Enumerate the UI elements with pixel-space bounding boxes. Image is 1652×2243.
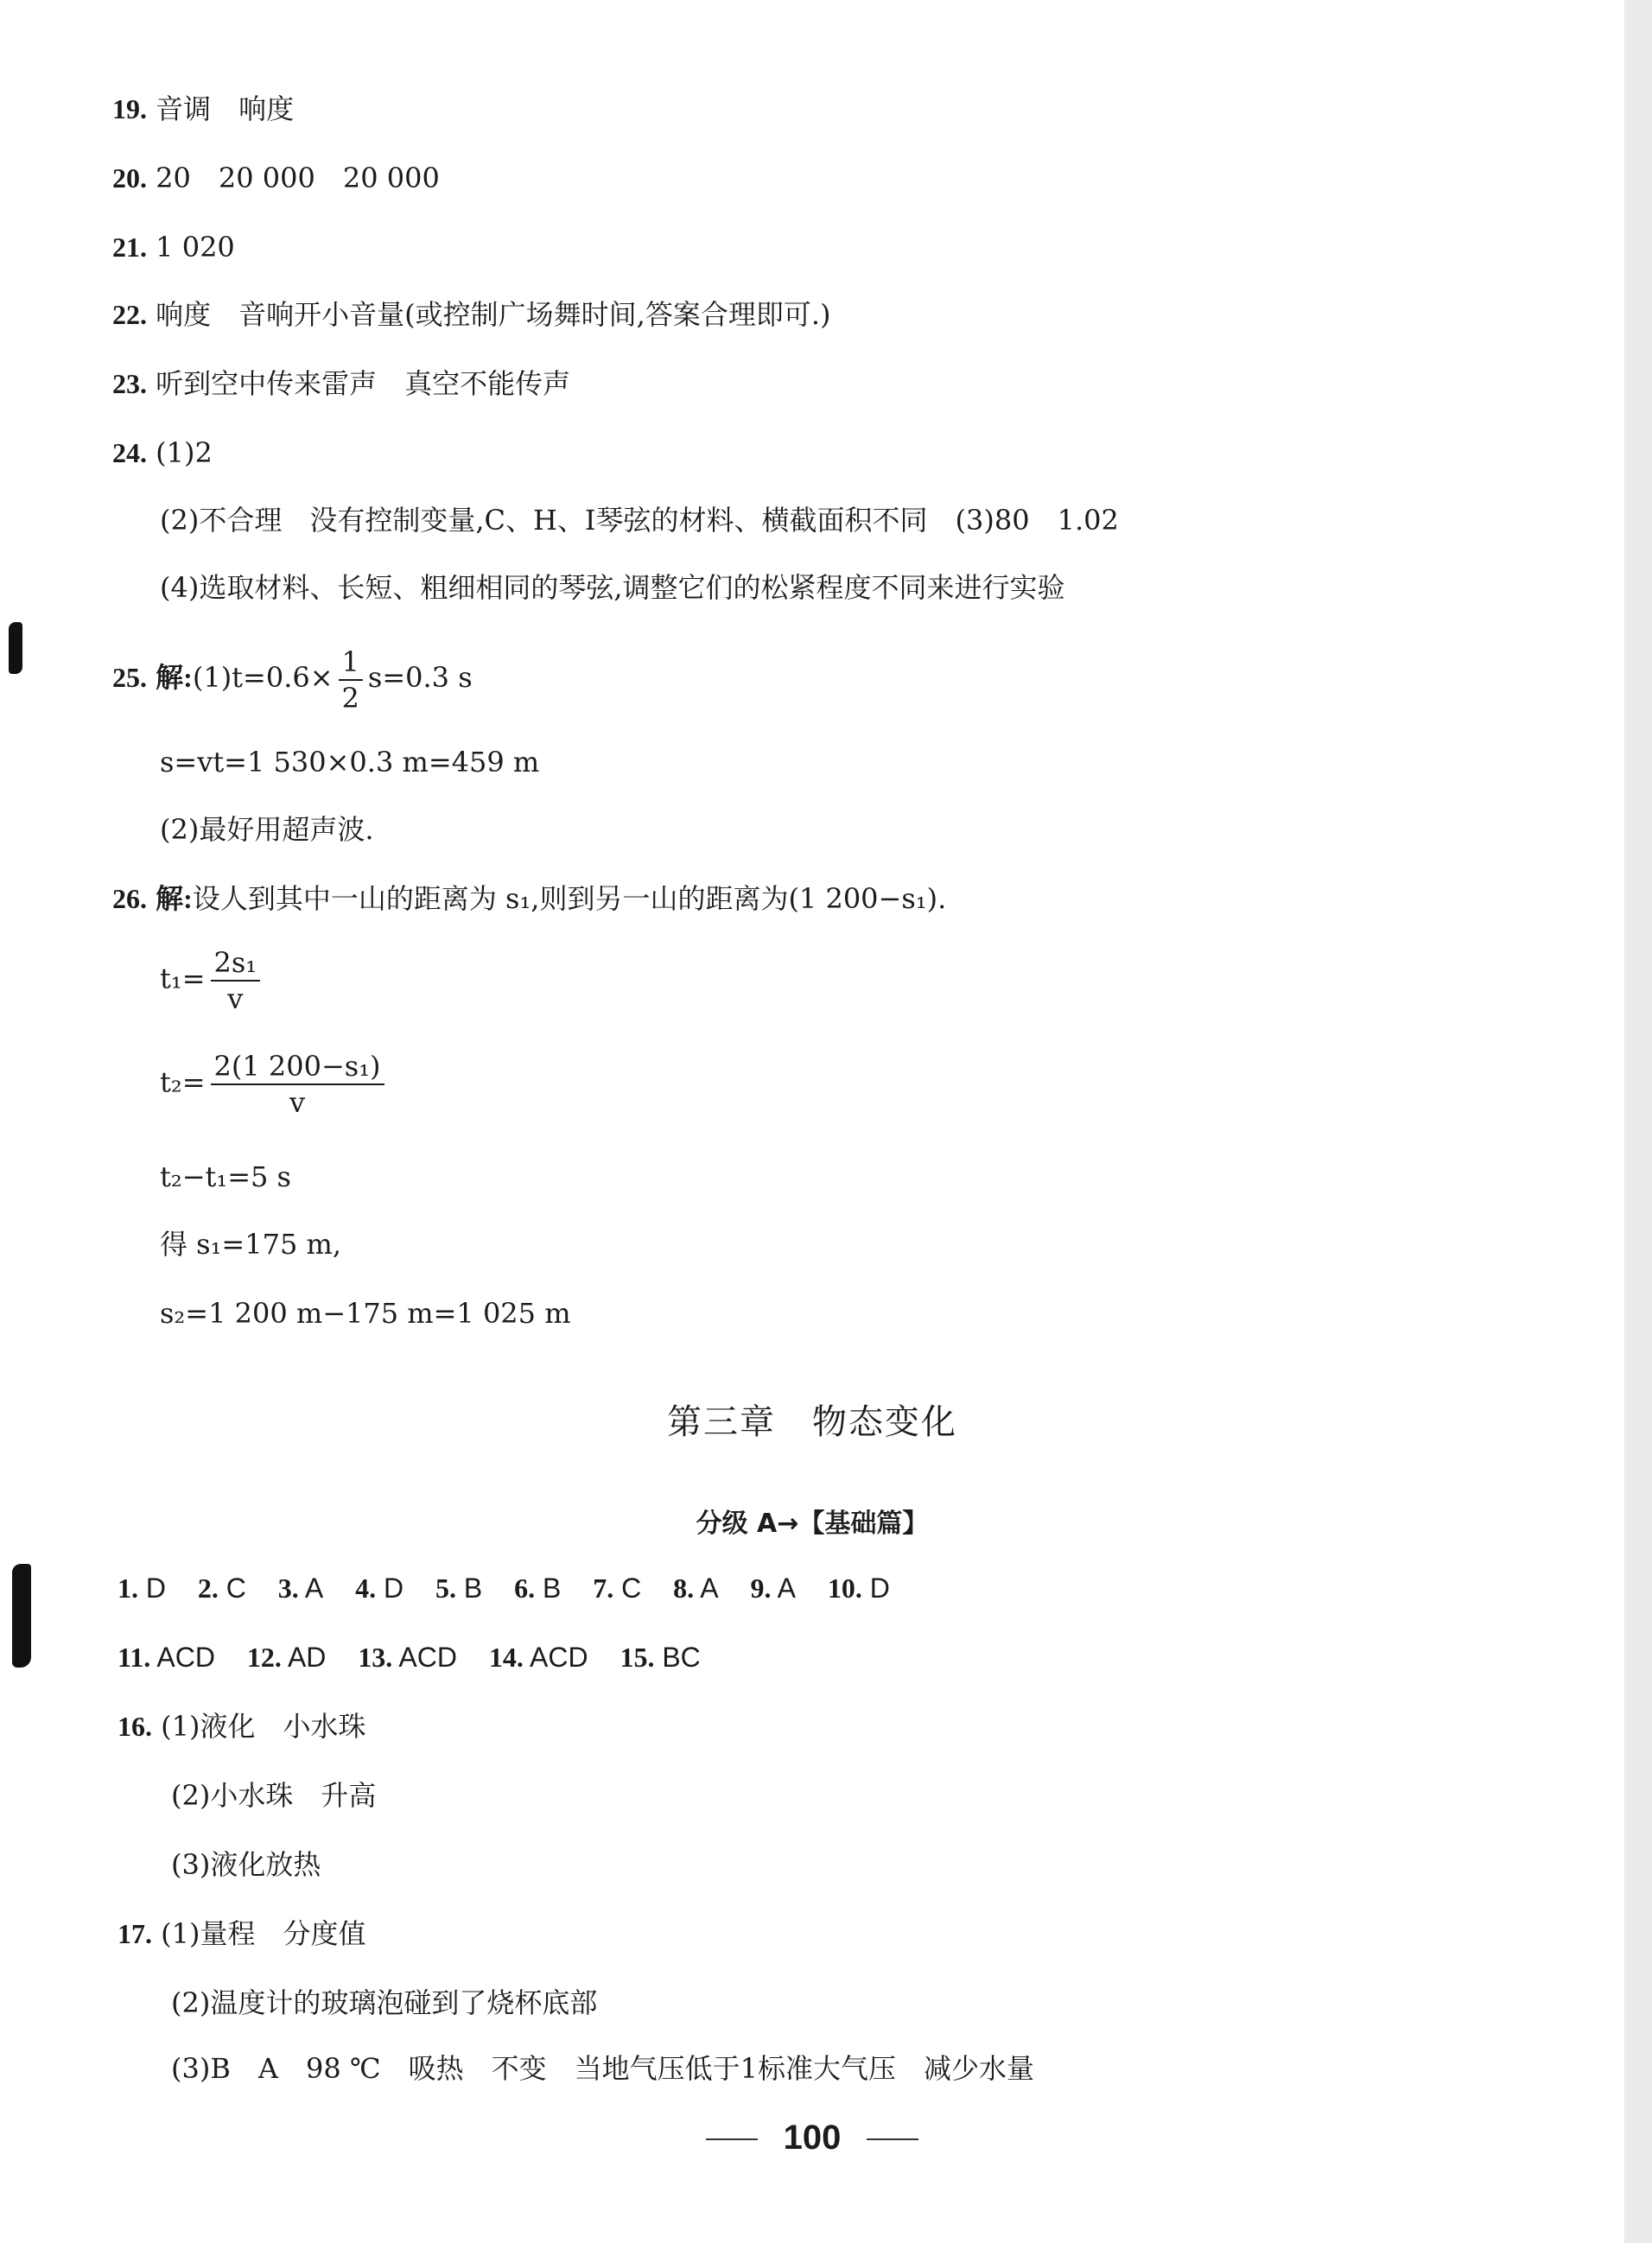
answer-16-part2: (2)小水珠 升高 [171,1779,377,1812]
divider [706,2138,758,2140]
answer-19: 19. 音调 响度 [112,92,295,125]
answer-20: 20. 20 20 000 20 000 [112,162,440,194]
answer-17-part3: (3)B A 98 ℃ 吸热 不变 当地气压低于1标准大气压 减少水量 [171,2052,1035,2085]
answer-26-diff: t₂−t₁=5 s [160,1160,291,1193]
scan-mark [12,1564,31,1668]
answer-25-part2: (2)最好用超声波. [160,813,374,846]
answer-26: 26. 解:设人到其中一山的距离为 s₁,则到另一山的距离为(1 200−s₁). [112,882,947,915]
choice-answers-row2: 11. ACD 12. AD 13. ACD 14. ACD 15. BC [118,1642,701,1673]
answer-24-part4: (4)选取材料、长短、粗细相同的琴弦,调整它们的松紧程度不同来进行实验 [160,571,1065,604]
answer-26-t2: t₂= $\frac{\text{2(1 200−s₁)}}{v}$ [160,1049,390,1120]
answer-24-part2: (2)不合理 没有控制变量,C、H、I琴弦的材料、横截面积不同 (3)80 1.02 [160,504,1119,537]
answer-25-calc: s=vt=1 530×0.3 m=459 m [160,746,540,778]
answer-17: 17. (1)量程 分度值 [118,1917,366,1950]
answer-23: 23. 听到空中传来雷声 真空不能传声 [112,367,571,400]
page-edge [1624,0,1652,2243]
divider [867,2138,918,2140]
answer-26-s2: s₂=1 200 m−175 m=1 025 m [160,1297,571,1330]
fraction: $\frac{\text{2s₁}}{v}$ [211,945,261,1016]
answer-16-part3: (3)液化放热 [171,1848,321,1881]
choice-answers-row1: 1. D 2. C 3. A 4. D 5. B 6. B 7. C 8. A 9. A 10. D [118,1573,890,1604]
answer-25: 25. 解:(1)t=0.6× $\frac{1}{2}$ s=0.3 s [112,645,473,715]
page-number: 100 [0,2119,1624,2157]
section-title: 分级 A→【基础篇】 [696,1509,929,1539]
chapter-title: 第三章 物态变化 [667,1402,957,1442]
fraction: $\frac{\text{2(1 200−s₁)}}{v}$ [211,1049,384,1120]
answer-21: 21. 1 020 [112,231,235,264]
answer-24: 24. (1)2 [112,436,213,469]
fraction: $\frac{1}{2}$ [339,645,363,715]
answer-17-part2: (2)温度计的玻璃泡碰到了烧杯底部 [171,1986,598,2019]
answer-26-t1: t₁= $\frac{\text{2s₁}}{v}$ [160,945,265,1016]
answer-26-s1: 得 s₁=175 m, [160,1228,342,1261]
scan-mark [9,622,22,674]
answer-22: 22. 响度 音响开小音量(或控制广场舞时间,答案合理即可.) [112,298,831,331]
answer-16: 16. (1)液化 小水珠 [118,1710,366,1743]
